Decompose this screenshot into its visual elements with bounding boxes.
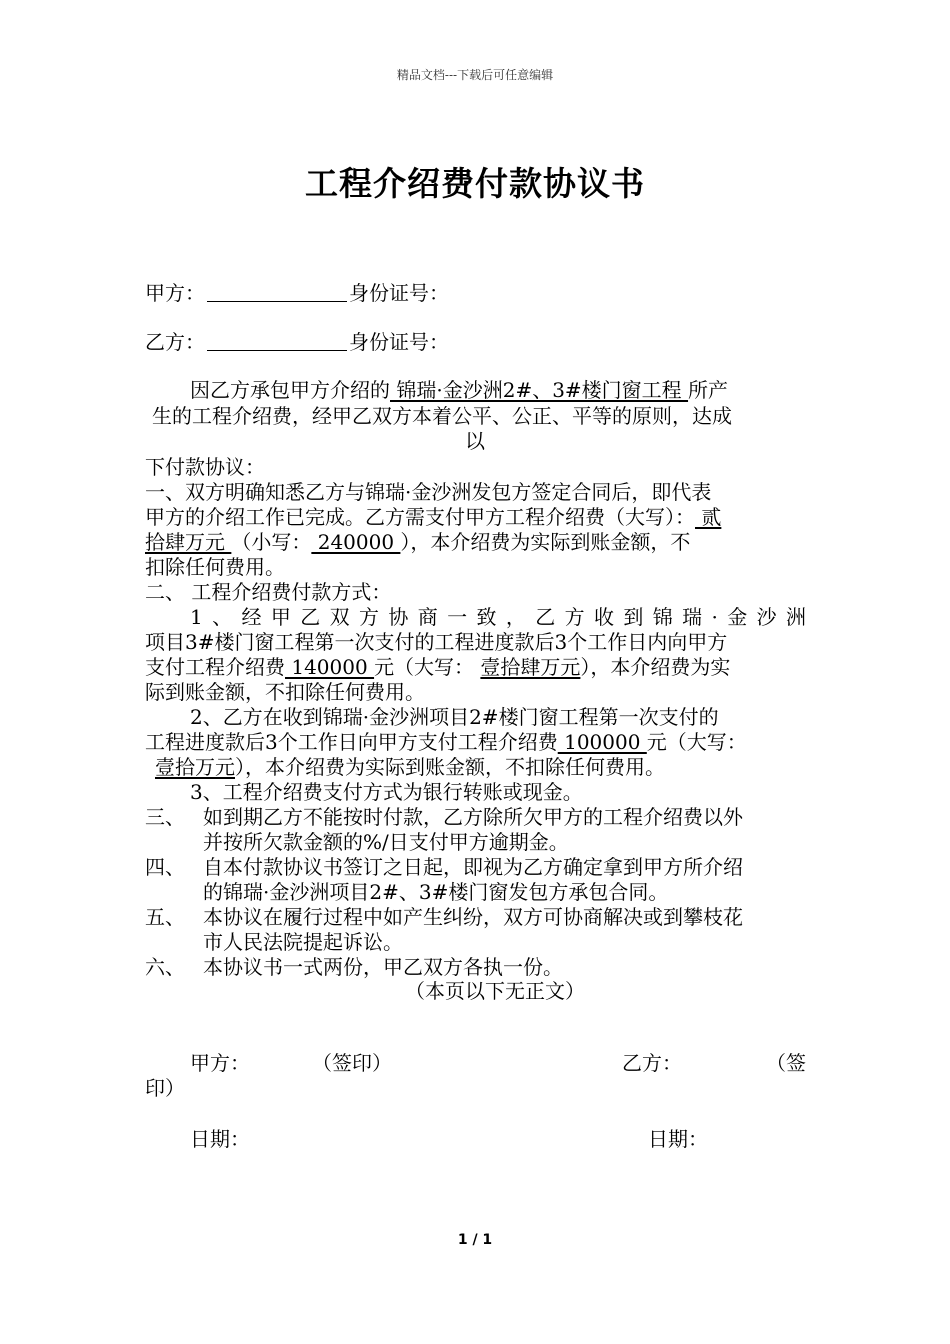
project-name: 锦瑞·金沙洲2#、3#楼门窗工程 — [390, 378, 689, 402]
sign-party-b-seal-cont: 印） — [145, 1076, 185, 1100]
clause-2-item-1-line-2: 项目3#楼门窗工程第一次支付的工程进度款后3个工作日内向甲方 — [145, 630, 728, 654]
clause-4-line-1: 自本付款协议书签订之日起，即视为乙方确定拿到甲方所介绍 — [203, 855, 743, 879]
clause-2-item-2-line-1: 2、乙方在收到锦瑞·金沙洲项目2#楼门窗工程第一次支付的 — [190, 705, 719, 729]
clause-3-line-1: 如到期乙方不能按时付款，乙方除所欠甲方的工程介绍费以外 — [203, 805, 743, 829]
clause-2-item-3: 3、工程介绍费支付方式为银行转账或现金。 — [190, 780, 583, 804]
clause-3-number: 三、 — [145, 805, 185, 829]
first-payment-capital: 壹拾肆万元 — [480, 655, 581, 679]
sign-party-b-seal: （签 — [766, 1051, 806, 1075]
clause-1-line-1: 一、双方明确知悉乙方与锦瑞·金沙洲发包方签定合同后，即代表 — [145, 480, 712, 504]
first-payment-number: 140000 — [285, 655, 375, 679]
sign-party-a-seal: （签印） — [312, 1051, 392, 1075]
clause-6-line-1: 本协议书一式两份，甲乙双方各执一份。 — [203, 955, 563, 979]
page-number: 1 / 1 — [457, 1232, 493, 1248]
clause-3-line-2: 并按所欠款金额的%/日支付甲方逾期金。 — [203, 830, 569, 854]
clause-5-number: 五、 — [145, 905, 185, 929]
party-a-name-blank — [207, 283, 347, 302]
clause-2-item-2-line-3: 壹拾万元），本介绍费为实际到账金额，不扣除任何费用。 — [155, 755, 665, 779]
party-b-name-blank — [207, 332, 347, 351]
clause-2-heading: 二、 工程介绍费付款方式： — [145, 580, 392, 604]
page-header: 精品文档---下载后可任意编辑 — [396, 68, 554, 82]
clause-6-number: 六、 — [145, 955, 185, 979]
clause-5-line-1: 本协议在履行过程中如产生纠纷，双方可协商解决或到攀枝花 — [203, 905, 743, 929]
sign-party-a-label: 甲方： — [190, 1051, 250, 1075]
intro-line-2: 生的工程介绍费，经甲乙双方本着公平、公正、平等的原则，达成 — [152, 404, 732, 428]
clause-4-number: 四、 — [145, 855, 185, 879]
clause-1-line-4: 扣除任何费用。 — [145, 555, 285, 579]
sign-party-b-label: 乙方： — [622, 1051, 682, 1075]
clause-5-line-2: 市人民法院提起诉讼。 — [203, 930, 403, 954]
clause-2-item-1-line-1: 1、经甲乙双方协商一致，乙方收到锦瑞·金沙洲 — [190, 605, 806, 629]
page-title: 工程介绍费付款协议书 — [305, 164, 645, 203]
intro-line-4: 下付款协议： — [145, 455, 265, 479]
party-a-label: 甲方： — [145, 281, 205, 305]
second-payment-number: 100000 — [557, 730, 647, 754]
intro-line-1: 因乙方承包甲方介绍的 锦瑞·金沙洲2#、3#楼门窗工程 所产 — [190, 378, 729, 402]
intro-line-3: 以 — [465, 429, 485, 453]
amount-number: 240000 — [311, 530, 401, 554]
end-note: （本页以下无正文） — [405, 979, 585, 1003]
party-a-id-label: 身份证号： — [349, 281, 449, 305]
clause-4-line-2: 的锦瑞·金沙洲项目2#、3#楼门窗发包方承包合同。 — [203, 880, 669, 904]
clause-2-item-1-line-3: 支付工程介绍费 140000 元（大写： 壹拾肆万元），本介绍费为实 — [145, 655, 731, 679]
party-b-line — [145, 330, 449, 355]
clause-1-line-3: 拾肆万元 （小写： 240000 ），本介绍费为实际到账金额，不 — [145, 530, 691, 554]
clause-1-line-2: 甲方的介绍工作已完成。乙方需支付甲方工程介绍费（大写）： 贰 — [145, 505, 722, 529]
second-payment-capital: 壹拾万元 — [155, 755, 235, 779]
amount-capital: 贰 — [695, 505, 722, 529]
party-a-line — [145, 281, 449, 306]
clause-2-item-2-line-2: 工程进度款后3个工作日向甲方支付工程介绍费 100000 元（大写： — [145, 730, 747, 754]
date-party-b: 日期： — [648, 1127, 708, 1151]
party-b-label: 乙方： — [145, 330, 205, 354]
party-b-id-label: 身份证号： — [349, 330, 449, 354]
date-party-a: 日期： — [190, 1127, 250, 1151]
clause-2-item-1-line-4: 际到账金额，不扣除任何费用。 — [145, 680, 425, 704]
